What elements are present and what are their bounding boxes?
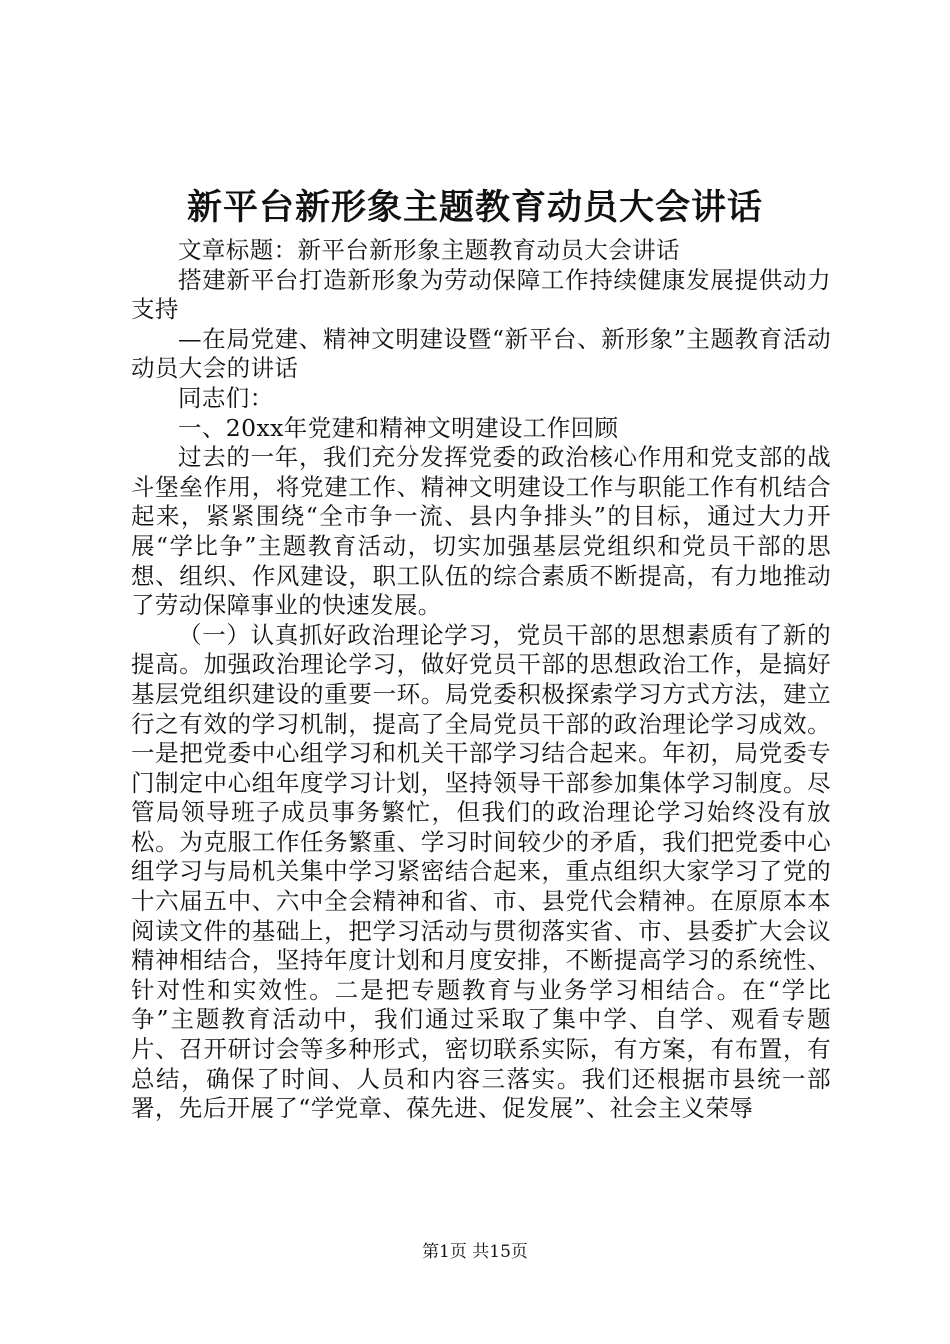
document-title: 新平台新形象主题教育动员大会讲话 bbox=[186, 187, 763, 228]
page-number-footer: 第1页 共15页 bbox=[422, 1242, 528, 1262]
salutation: 同志们： bbox=[178, 383, 274, 412]
section-heading: 一、20xx年党建和精神文明建设工作回顾 bbox=[178, 413, 619, 442]
body-paragraph: （一）认真抓好政治理论学习，党员干部的思想素质有了新的提高。加强政治理论学习，做好党员干部的思想政治工作，是搞好基层党组织建设的重要一环。局党委积极探索学习方式方法，建立行之有效的学习机制，提高了全局党员干部的政治理论学习成效。一是把党委中心组学习和机关干部学习结合起来。年初，局党委专门制定中心组年度学习计划，坚持领导干部参加集体学习制度。尽管局领导班子成员事务繁忙，但我们的政治理论学习始终没有放松。为克服工作任务繁重、学习时间较少的矛盾，我们把党委中心组学习与局机关集中学习紧密结合起来，重点组织大家学习了党的十六届五中、六中全会精神和省、市、县党代会精神。在原原本本阅读文件的基础上，把学习活动与贯彻落实省、市、县委扩大会议精神相结合，坚持年度计划和月度安排，不断提高学习的系统性、针对性和实效性。二是把专题教育与业务学习相结合。在“学比争”主题教育活动中，我们通过采取了集中学、自学、观看专题片、召开研讨会等多种形式，密切联系实际，有方案，有布置，有总结，确保了时间、人员和内容三落实。我们还根据市县统一部署，先后开展了“学党章、葆先进、促发展”、社会主义荣辱 bbox=[131, 620, 831, 1123]
document-body bbox=[131, 236, 831, 1124]
body-paragraph: 过去的一年，我们充分发挥党委的政治核心作用和党支部的战斗堡垒作用，将党建工作、精神文明建设工作与职能工作有机结合起来，紧紧围绕“全市争一流、县内争排头”的目标，通过大力开展“学比争”主题教育活动，切实加强基层党组织和党员干部的思想、组织、作风建设，职工队伍的综合素质不断提高，有力地推动了劳动保障事业的快速发展。 bbox=[131, 443, 831, 620]
speech-subtitle: —在局党建、精神文明建设暨“新平台、新形象”主题教育活动动员大会的讲话 bbox=[131, 324, 831, 383]
speech-headline: 搭建新平台打造新形象为劳动保障工作持续健康发展提供动力支持 bbox=[131, 265, 831, 324]
article-title-line: 文章标题：新平台新形象主题教育动员大会讲话 bbox=[178, 236, 680, 264]
